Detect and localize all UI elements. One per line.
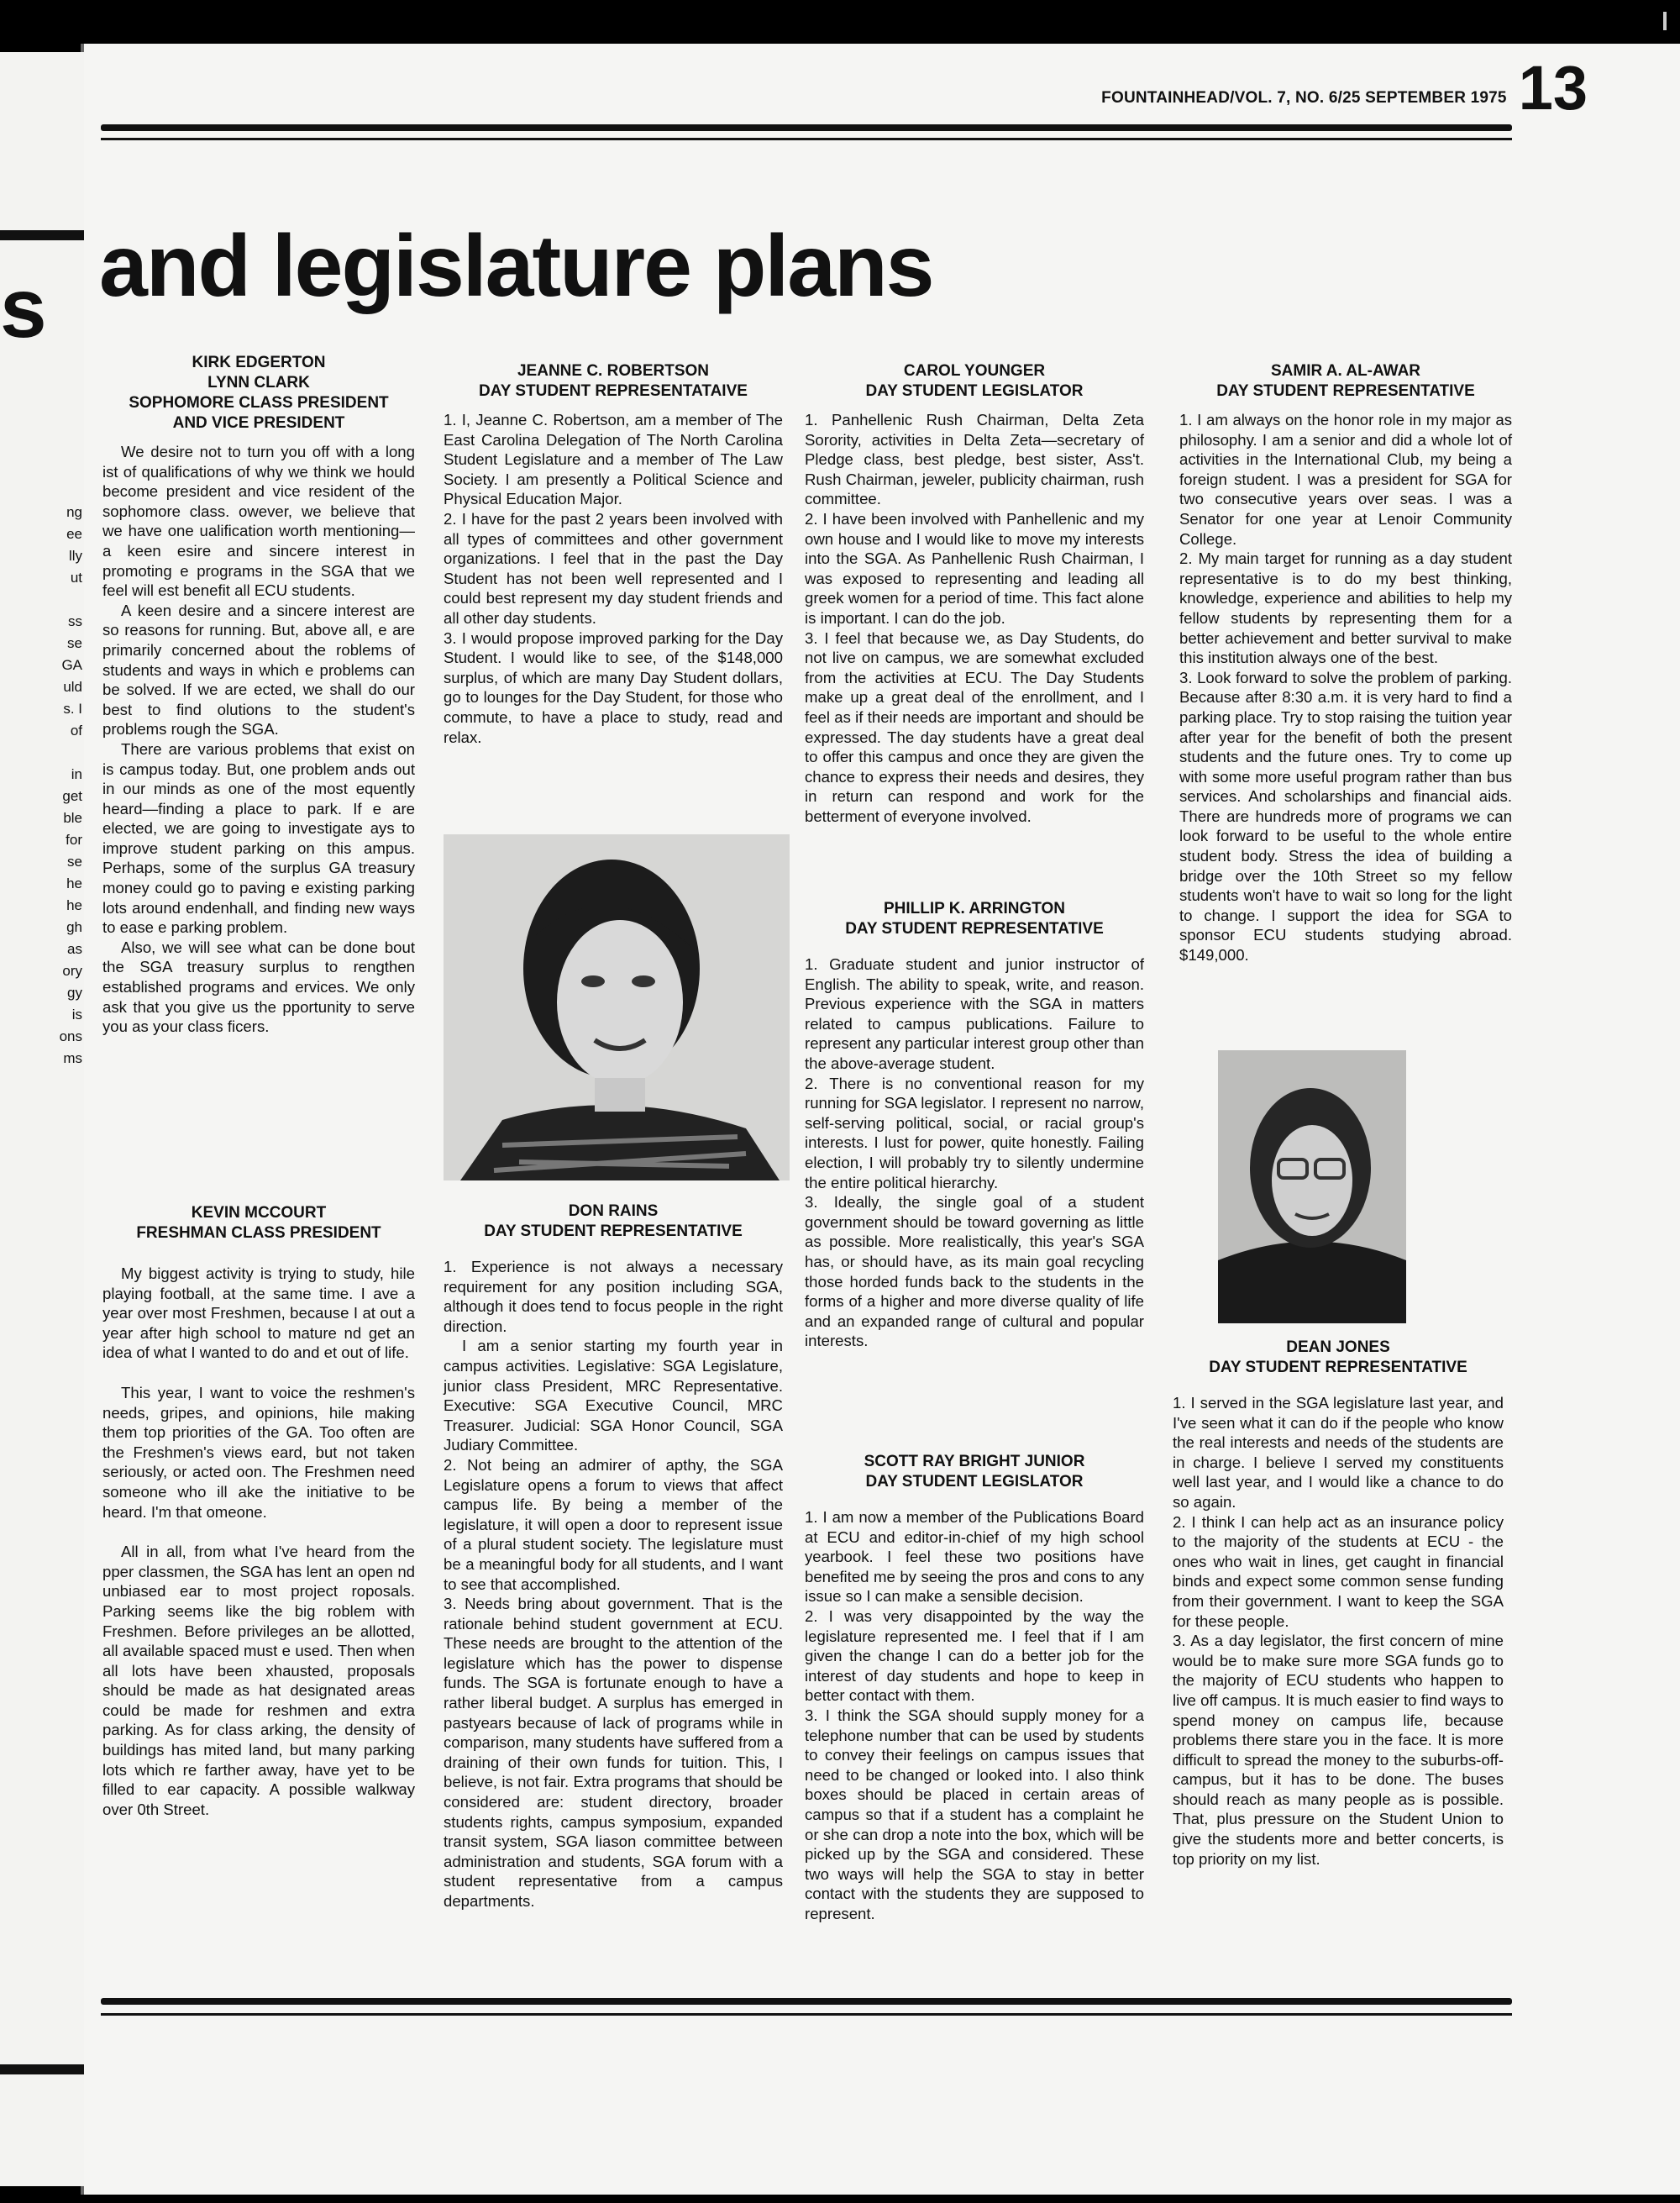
article-robertson: [444, 361, 783, 747]
photo-don-rains: [444, 834, 790, 1180]
paragraph: 1. Graduate student and junior instructor of English. The ability to speak, write, and reason. Previous experience with the SGA in matters related to campus publications. Failure to represent any particular interest group other than the above-average student.: [805, 955, 1144, 1072]
byline-jones: DEAN JONES DAY STUDENT REPRESENTATIVE: [1209, 1338, 1467, 1376]
paragraph: 1. Panhellenic Rush Chairman, Delta Zeta Sorority, activities in Delta Zeta—secretary of Pledge class, best pledge, best sister, Ass't. Rush Chairman, jeweler, publicity chairman, rush committee.: [805, 411, 1144, 508]
byline-robertson: JEANNE C. ROBERTSON DAY STUDENT REPRESENTATAIVE: [479, 362, 748, 400]
previous-page-text-fragments: ng ee lly ut ss se GA uld s. I of in get ble for se he he gh as ory gy is ons ms: [59, 504, 82, 1066]
paragraph: 1. I, Jeanne C. Robertson, am a member of The East Carolina Delegation of The North Carolina Student Legislature and a member of The Law Society. I am presently a Political Science and Physical Education Major.: [444, 411, 783, 508]
paragraph: 3. I think the SGA should supply money for a telephone number that can be used by students to convey their feelings on campus issues that need to be changed or looked into. I also think boxes should be placed in certain areas of campus so that if a student has a complaint he or she can drop a note into the box, which will be picked up by the SGA and considered. These two ways will help the SGA to stay in better contact with the students they are supposed to represent.: [805, 1706, 1144, 1922]
paragraph: 3. I would propose improved parking for the Day Student. I would like to see, of the $148,000 surplus, of which are many Day Student dollars, go to lounges for the Day Student, for those who commute, to have a place to study, read and relax.: [444, 628, 783, 746]
paragraph: 2. Not being an admirer of apthy, the SGA Legislature opens a forum to views that affect campus life. By being a member of the legislature, it will open a door to represent issue of a plural student society. The legislature must be a meaningful body for all students, and I want to see that accomplished.: [444, 1455, 783, 1593]
byline-edgerton: KIRK EDGERTON LYNN CLARK SOPHOMORE CLASS PRESIDENT AND VICE PRESIDENT: [129, 354, 389, 432]
byline-bright: SCOTT RAY BRIGHT JUNIOR DAY STUDENT LEGISLATOR: [864, 1453, 1085, 1491]
top-rule: [101, 124, 1512, 131]
byline-rains: DON RAINS DAY STUDENT REPRESENTATIVE: [484, 1202, 743, 1240]
article-younger: [805, 361, 1144, 826]
bottom-rule: [101, 1998, 1512, 2005]
photo-dean-jones: [1218, 1050, 1406, 1323]
article-bright: [805, 1452, 1144, 1923]
portrait-illustration: [444, 834, 790, 1180]
paragraph: 3. As a day legislator, the first concern of mine would be to make sure more SGA funds go to the majority of ECU students who happen to live off campus. It is much easier to find ways to spend money on campus life, because problems there stare you in the face. It is more difficult to spread the money to the suburbs-off-campus, but it has to be done. The buses should reach as many people as is possible. That, plus pressure on the Student Union to give the students more and better concerts, is top priority on my list.: [1173, 1632, 1504, 1868]
paragraph: This year, I want to voice the reshmen's needs, gripes, and opinions, hile making them top priorities of the GA. Too often are the Freshmen's views eard, but not taken seriously, or acted oon. The Freshmen need someone who ill ake the initiative to be heard. I'm that omeone.: [102, 1383, 415, 1521]
paragraph: A keen desire and a sincere interest are so reasons for running. But, above all, e are primarily concerned about the roblems of students and ways in which e problems can be solved. If we are ected, we shall do our best to find olutions to the student's problems rough the SGA.: [102, 601, 415, 739]
scan-mark: [1663, 12, 1667, 30]
page-number: 13: [1518, 53, 1588, 123]
paragraph: 2. I have for the past 2 years been involved with all types of committees and other government organizations. I feel that in the past the Day Student has not been well represented and I could best represent my day student friends and all other day students.: [444, 509, 783, 627]
article-alawar: [1179, 361, 1512, 965]
paragraph: 1. Experience is not always a necessary requirement for any position including SGA, although it does tend to focus people in the right direction.: [444, 1258, 783, 1335]
page-headline: and legislature plans: [99, 218, 933, 315]
paragraph: 3. Ideally, the single goal of a student government should be toward governing as little as possible. More realistically, this year's SGA has, or should have, as its main goal recycling those horded funds back to the students in the forms of a higher and more diverse quality of life and an expanded range of cultural and popular interests.: [805, 1193, 1144, 1350]
paragraph: 3. I feel that because we, as Day Students, do not live on campus, we are somewhat excluded from the activities at ECU. The Day Students make up a great deal of the enrollment, and I feel as if their needs are important and should be expressed. The day students have a great deal to offer this campus and once they are given the chance to express their needs and desires, they in return can respond and work for the betterment of everyone involved.: [805, 628, 1144, 825]
paragraph: 2. There is no conventional reason for my running for SGA legislator. I represent no narrow, self-serving political, social, or racial group's interests. I lust for power, quite honestly. Failing election, I will probably try to silently undermine the entire political hierarchy.: [805, 1074, 1144, 1191]
paragraph: There are various problems that exist on is campus today. But, one problem ands out in our minds as one of the most equently heard—finding a place to park. If e are elected, we are going to investigate ays to improve student parking on this ampus. Perhaps, some of the surplus GA treasury money could go to paving e existing parking lots around endenhall, and finding new ways to ease e parking problem.: [102, 739, 415, 937]
byline-alawar: SAMIR A. AL-AWAR DAY STUDENT REPRESENTATIVE: [1216, 362, 1475, 400]
paragraph: 2. I think I can help act as an insurance policy to the majority of the students at ECU - the ones who wait in lines, get caught in financial binds and expect some common sense funding from their government. I want to keep the SGA for these people.: [1173, 1512, 1504, 1630]
article-edgerton: [102, 353, 415, 1037]
paragraph: 1. I am always on the honor role in my major as philosophy. I am a senior and did a whole lot of activities in the International Club, my being a foreign student. I was a president for SGA for two consecutive years over seas. I was a Senator for one year at Lenoir Community College.: [1179, 411, 1512, 548]
article-jones: [1173, 1338, 1504, 1869]
top-rule-thin: [101, 138, 1512, 140]
byline-arrington: PHILLIP K. ARRINGTON DAY STUDENT REPRESENTATIVE: [845, 900, 1104, 938]
paragraph: All in all, from what I've heard from the pper classmen, the SGA has lent an open nd unbiased ear to most project roposals. Parking seems like the big roblem with Freshmen. Before privileges an be allotted, all available spaced must e used. Then when all lots have been xhausted, proposals should be made as hat designated areas could be made for reshmen and extra parking. As for class arking, the density of buildings has mited land, but many parking lots which re farther away, have yet to be filled to ear capacity. A possible walkway over 0th Street.: [102, 1543, 415, 1818]
paragraph: 3. Needs bring about government. That is the rationale behind student government at ECU. These needs are brought to the attention of the legislature which has the power to dispense funds. The SGA is fortunate enough to have a rather liberal budget. A surplus has emerged in pastyears because of lack of programs while in comparison, many students have suffered from a draining of their own funds for tuition. This, I believe, is not fair. Extra programs that should be considered are: student directory, broader students rights, campus symposium, expanded transit system, SGA liason committee between administration and students, SGA forum with a student representative from a campus departments.: [444, 1595, 783, 1910]
previous-page-rule: [0, 230, 84, 240]
previous-page-strip: [0, 52, 84, 2186]
article-mccourt: [102, 1203, 415, 1819]
previous-page-rule-bottom: [0, 2064, 84, 2074]
paragraph: 1. I served in the SGA legislature last year, and I've seen what it can do if the people who know the real interests and needs of the students are in charge. I believe I served my constituents well last year, and I would like a chance to do so again.: [1173, 1394, 1504, 1511]
previous-headline-fragment: s: [0, 261, 45, 355]
paragraph: 1. I am now a member of the Publications Board at ECU and editor-in-chief of my high school yearbook. I feel these two positions have benefited me by seeing the pros and cons to any issue so I can make a sensible decision.: [805, 1508, 1144, 1606]
byline-younger: CAROL YOUNGER DAY STUDENT LEGISLATOR: [865, 362, 1084, 400]
paragraph: Also, we will see what can be done bout the SGA treasury surplus to rengthen established programs and ervices. We only ask that you give us the pportunity to serve you as your class ficers.: [102, 938, 415, 1036]
article-arrington: [805, 899, 1144, 1351]
paragraph: 2. I have been involved with Panhellenic and my own house and I would like to move my interests into the SGA. As Panhellenic Rush Chairman, I was exposed to representing and leading all greek women for a period of time. This fact alone is important. I can do the job.: [805, 509, 1144, 627]
paragraph: 2. My main target for running as a day student representative is to do my best thinking, knowledge, experience and abilities to help my fellow students by representing them for a better achievement and better survival to make this institution always one of the best.: [1179, 549, 1512, 667]
byline-mccourt: KEVIN MCCOURT FRESHMAN CLASS PRESIDENT: [136, 1204, 381, 1242]
paragraph: 3. Look forward to solve the problem of parking. Because after 8:30 a.m. it is very hard to find a parking place. Try to stop raising the tuition year after year for the benefit of both the present students and the future ones. Try to come up with some more useful program rather than bus services. And scholarships and financial aids. There are hundreds more of programs we can look forward to be useful to the whole entire student body. Stress the idea of building a bridge over the 10th Street so my fellow students won't have to wait so long for the light to change. I support the idea for SGA to sponsor ECU students studying abroad. $149,000.: [1179, 668, 1512, 965]
paragraph: We desire not to turn you off with a long ist of qualifications of why we think we hould become president and vice resident of the sophomore class. owever, we believe that we have one ualification worth mentioning—a keen esire and sincere interest in promoting e programs in the SGA that we feel will est benefit all ECU students.: [102, 443, 415, 600]
paragraph: 2. I was very disappointed by the way the legislature represented me. I feel that if I am given the change I can do a better job for the interest of day students and hope to keep in better contact with them.: [805, 1606, 1144, 1705]
portrait-illustration: [1218, 1050, 1406, 1323]
article-rains: [444, 1201, 783, 1911]
bottom-rule-thin: [101, 2013, 1512, 2016]
paragraph: My biggest activity is trying to study, hile playing football, at the same time. I ave a year over most Freshmen, because I at out a year after high school to mature nd get an idea of what I wanted to do and et out of life.: [102, 1264, 415, 1362]
paragraph: I am a senior starting my fourth year in campus activities. Legislative: SGA Legislature, junior class President, MRC Representative. Executive: SGA Executive Council, MRC Treasurer. Judicial: SGA Honor Council, SGA Judiary Committee.: [444, 1337, 783, 1454]
masthead-issue-line: FOUNTAINHEAD/VOL. 7, NO. 6/25 SEPTEMBER 1975: [1101, 89, 1507, 107]
masthead: [1101, 53, 1588, 123]
